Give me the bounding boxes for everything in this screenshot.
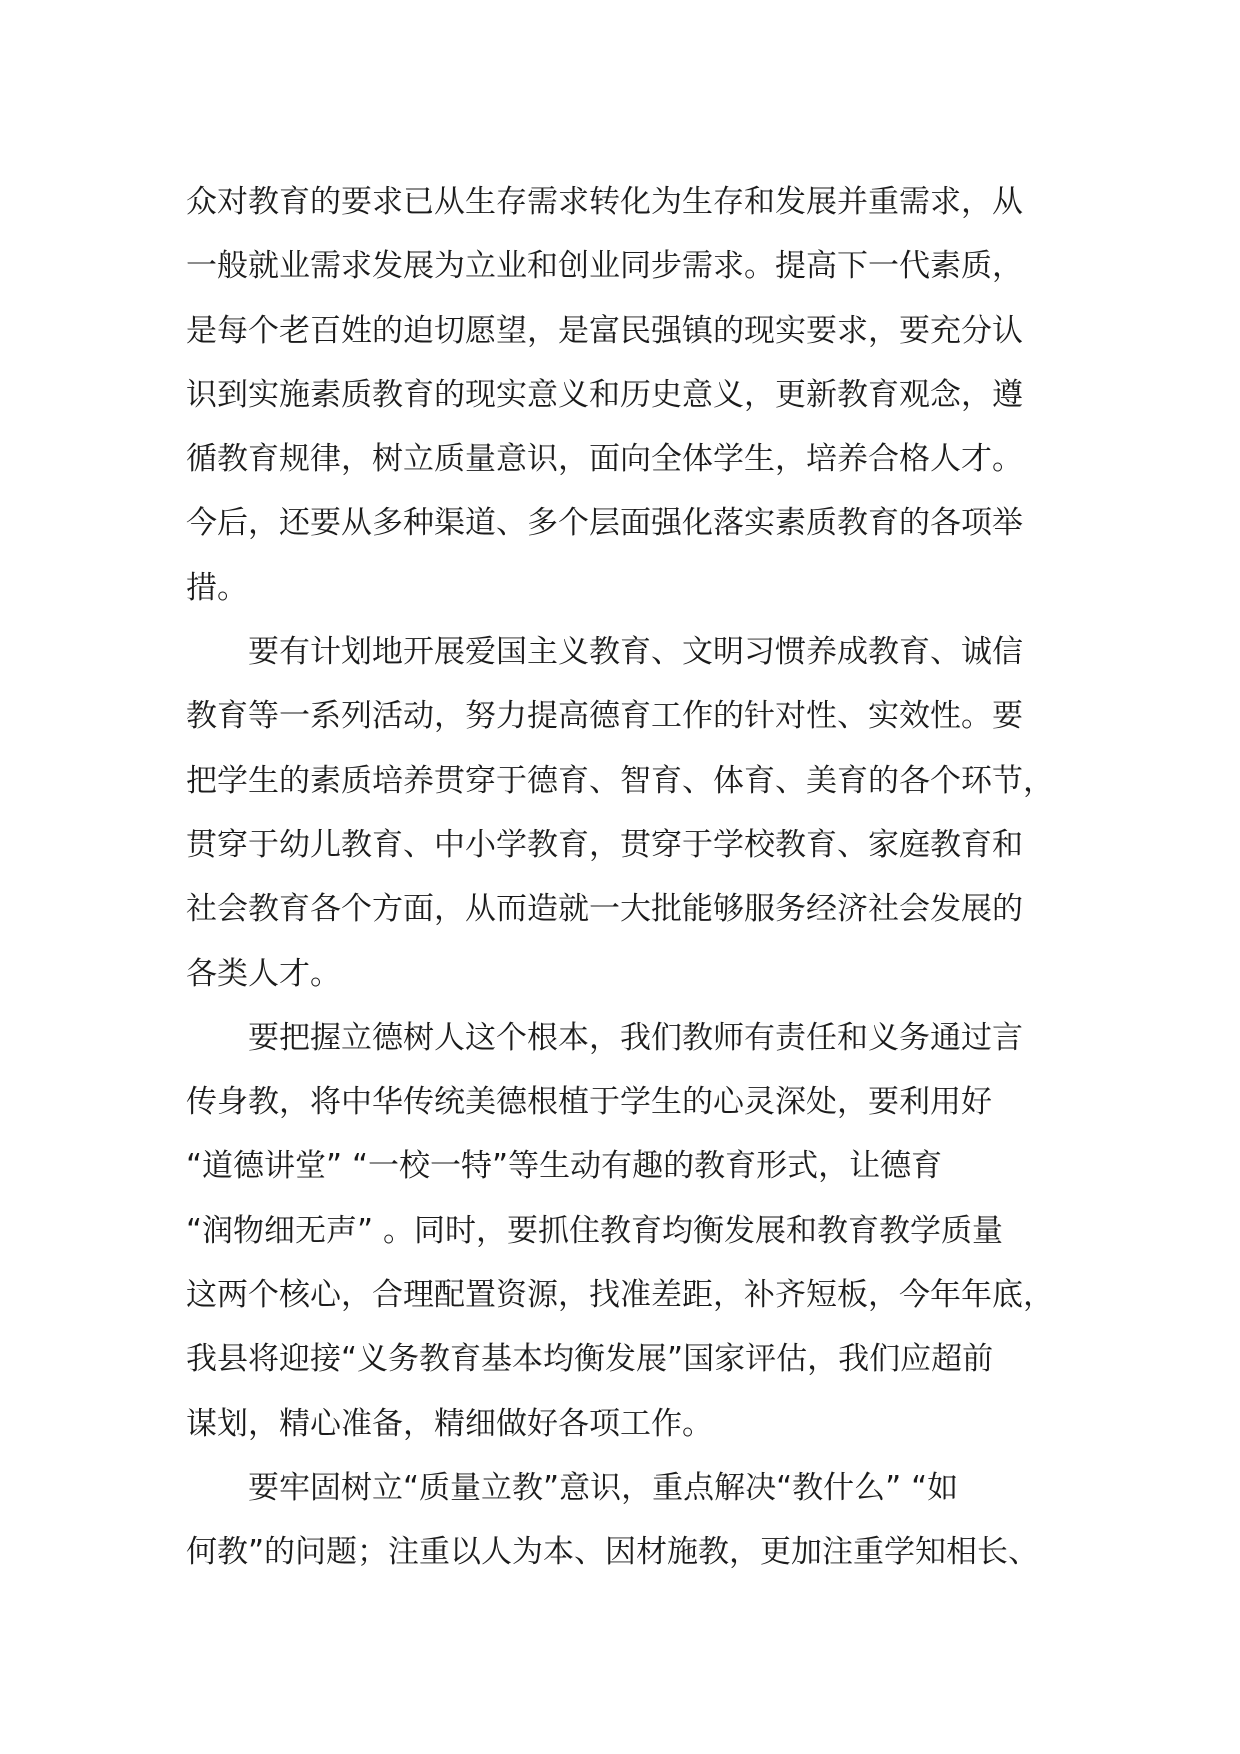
text-line: 今后，还要从多种渠道、多个层面强化落实素质教育的各项举	[186, 505, 1023, 542]
text-line: 贯穿于幼儿教育、中小学教育，贯穿于学校教育、家庭教育和	[186, 826, 1023, 863]
text-line: 这两个核心，合理配置资源，找准差距，补齐短板，今年年底，	[186, 1277, 1054, 1314]
text-line: “道德讲堂” “一校一特”等生动有趣的教育形式，让德育	[186, 1148, 943, 1185]
text-line: “润物细无声” 。同时，要抓住教育均衡发展和教育教学质量	[186, 1212, 1003, 1249]
paragraph-first-line: 要有计划地开展爱国主义教育、文明习惯养成教育、诚信	[248, 634, 1023, 671]
text-line: 识到实施素质教育的现实意义和历史意义，更新教育观念，遵	[186, 376, 1023, 413]
paragraph-first-line: 要把握立德树人这个根本，我们教师有责任和义务通过言	[248, 1019, 1023, 1056]
paragraph-first-line: 要牢固树立“质量立教”意识，重点解决“教什么” “如	[248, 1469, 959, 1506]
body-text	[186, 170, 1086, 1585]
text-line: 是每个老百姓的迫切愿望，是富民强镇的现实要求，要充分认	[186, 312, 1023, 349]
text-line: 一般就业需求发展为立业和创业同步需求。提高下一代素质，	[186, 248, 1023, 285]
text-line: 何教”的问题；注重以人为本、因材施教，更加注重学知相长、	[186, 1534, 1040, 1571]
text-line: 措。	[186, 569, 248, 606]
text-line: 众对教育的要求已从生存需求转化为生存和发展并重需求，从	[186, 184, 1023, 220]
text-line: 教育等一系列活动，努力提高德育工作的针对性、实效性。要	[186, 698, 1023, 735]
text-line: 循教育规律，树立质量意识，面向全体学生，培养合格人才。	[186, 441, 1023, 478]
text-line: 谋划，精心准备，精细做好各项工作。	[186, 1405, 713, 1442]
text-line: 社会教育各个方面，从而造就一大批能够服务经济社会发展的	[186, 891, 1023, 928]
text-line: 我县将迎接“义务教育基本均衡发展”国家评估，我们应超前	[186, 1341, 994, 1378]
text-line: 各类人才。	[186, 955, 341, 992]
text-line: 传身教，将中华传统美德根植于学生的心灵深处，要利用好	[186, 1084, 992, 1121]
text-line: 把学生的素质培养贯穿于德育、智育、体育、美育的各个环节，	[186, 762, 1054, 799]
